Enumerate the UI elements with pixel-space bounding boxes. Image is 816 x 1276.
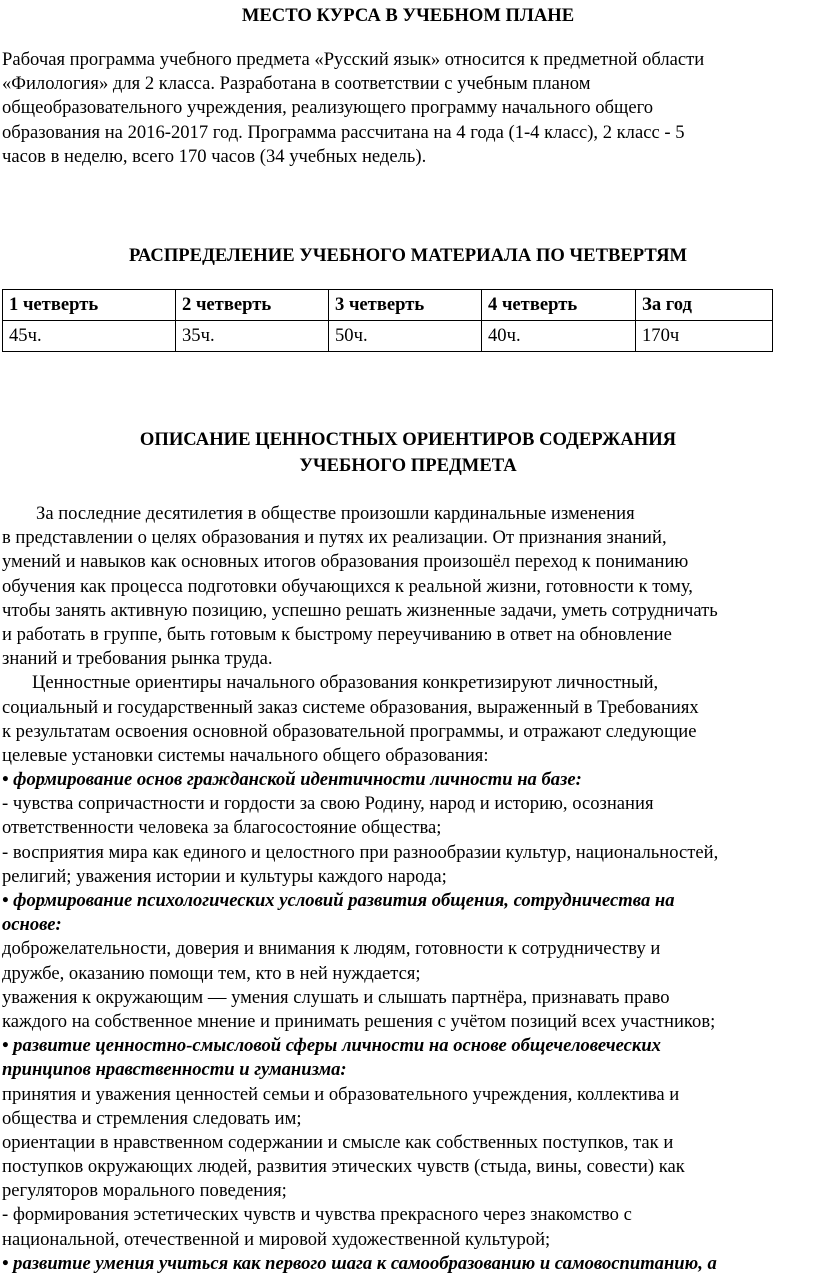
text-line: часов в неделю, всего 170 часов (34 учебных недель). — [2, 145, 427, 167]
text-line: доброжелательности, доверия и внимания к людям, готовности к сотрудничеству и — [2, 938, 661, 960]
text-line: и работать в группе, быть готовым к быстрому переучиванию в ответ на обновление — [2, 623, 672, 645]
text-line: дружбе, оказанию помощи тем, кто в ней нуждается; — [2, 962, 421, 984]
text-line: в представлении о целях образования и путях их реализации. От признания знаний, — [2, 527, 667, 549]
text-line: За последние десятилетия в обществе произошли кардинальные изменения — [36, 503, 635, 524]
table-header-cell: 1 четверть — [3, 290, 176, 321]
text-line: - восприятия мира как единого и целостного при разнообразии культур, национальностей, — [2, 841, 719, 863]
table-header-cell: За год — [636, 290, 773, 321]
text-line: регуляторов морального поведения; — [2, 1180, 287, 1202]
bullet-heading: • формирование психологических условий развития общения, сотрудничества на — [2, 890, 675, 911]
table-header-cell: 3 четверть — [329, 290, 482, 321]
text-line: социальный и государственный заказ системе образования, выраженный в Требованиях — [2, 696, 699, 718]
text-line: ориентации в нравственном содержании и смысле как собственных поступков, так и — [2, 1131, 674, 1153]
text-line: религий; уважения истории и культуры каждого народа; — [2, 865, 447, 887]
text-line: общества и стремления следовать им; — [2, 1107, 302, 1129]
table-cell: 45ч. — [3, 321, 176, 352]
bullet-heading: • формирование основ гражданской идентичности личности на базе: — [2, 769, 582, 791]
heading-values-line1: ОПИСАНИЕ ЦЕННОСТНЫХ ОРИЕНТИРОВ СОДЕРЖАНИЯ — [139, 429, 677, 450]
text-line: целевые установки системы начального общего образования: — [2, 744, 489, 766]
text-line: национальной, отечественной и мировой художественной культурой; — [2, 1228, 551, 1250]
text-line: образования на 2016-2017 год. Программа рассчитана на 4 года (1-4 класс), 2 класс - 5 — [2, 121, 685, 143]
text-line: «Филология» для 2 класса. Разработана в соответствии с учебным планом — [2, 73, 591, 95]
text-line: - формирования эстетических чувств и чувства прекрасного через знакомство с — [2, 1204, 632, 1226]
text-line: поступков окружающих людей, развития этических чувств (стыда, вины, совести) как — [2, 1156, 685, 1178]
text-line: Ценностные ориентиры начального образования конкретизируют личностный, — [32, 672, 659, 694]
bullet-heading: • развитие умения учиться как первого шага к самообразованию и самовоспитанию, а — [2, 1252, 717, 1274]
text-line: к результатам освоения основной образовательной программы, и отражают следующие — [2, 720, 697, 742]
quarters-table — [2, 289, 773, 352]
table-cell: 35ч. — [176, 321, 329, 352]
paragraph-values — [2, 502, 814, 1276]
heading-values-line2: УЧЕБНОГО ПРЕДМЕТА — [299, 455, 517, 476]
heading-course-place: МЕСТО КУРСА В УЧЕБНОМ ПЛАНЕ — [241, 5, 575, 26]
table-cell: 170ч — [636, 321, 773, 352]
table-header-row — [3, 290, 773, 321]
text-line: обучения как процесса подготовки обучающихся к реальной жизни, готовности к тому, — [2, 575, 693, 597]
bullet-heading: • развитие ценностно-смысловой сферы личности на основе общечеловеческих — [2, 1035, 661, 1057]
bullet-heading: принципов нравственности и гуманизма: — [2, 1059, 347, 1081]
text-line: умений и навыков как основных итогов образования произошёл переход к пониманию — [2, 551, 689, 573]
text-line: общеобразовательного учреждения, реализующего программу начального общего — [2, 97, 654, 119]
heading-distribution: РАСПРЕДЕЛЕНИЕ УЧЕБНОГО МАТЕРИАЛА ПО ЧЕТВЕРТЯМ — [128, 245, 688, 266]
text-line: Рабочая программа учебного предмета «Русский язык» относится к предметной области — [2, 49, 705, 70]
text-line: - чувства сопричастности и гордости за свою Родину, народ и историю, осознания — [2, 793, 654, 815]
table-cell: 40ч. — [482, 321, 636, 352]
text-line: каждого на собственное мнение и принимать решения с учётом позиций всех участников; — [2, 1010, 716, 1032]
paragraph-course-place — [2, 48, 814, 169]
text-line: знаний и требования рынка труда. — [2, 648, 273, 670]
text-line: принятия и уважения ценностей семьи и образовательного учреждения, коллектива и — [2, 1083, 680, 1105]
table-header-cell: 2 четверть — [176, 290, 329, 321]
table-cell: 50ч. — [329, 321, 482, 352]
bullet-heading: основе: — [2, 914, 62, 936]
text-line: уважения к окружающим — умения слушать и слышать партнёра, признавать право — [2, 986, 670, 1008]
text-line: чтобы занять активную позицию, успешно решать жизненные задачи, уметь сотрудничать — [2, 599, 718, 621]
text-line: ответственности человека за благосостояние общества; — [2, 817, 442, 839]
table-row — [3, 321, 773, 352]
table-header-cell: 4 четверть — [482, 290, 636, 321]
